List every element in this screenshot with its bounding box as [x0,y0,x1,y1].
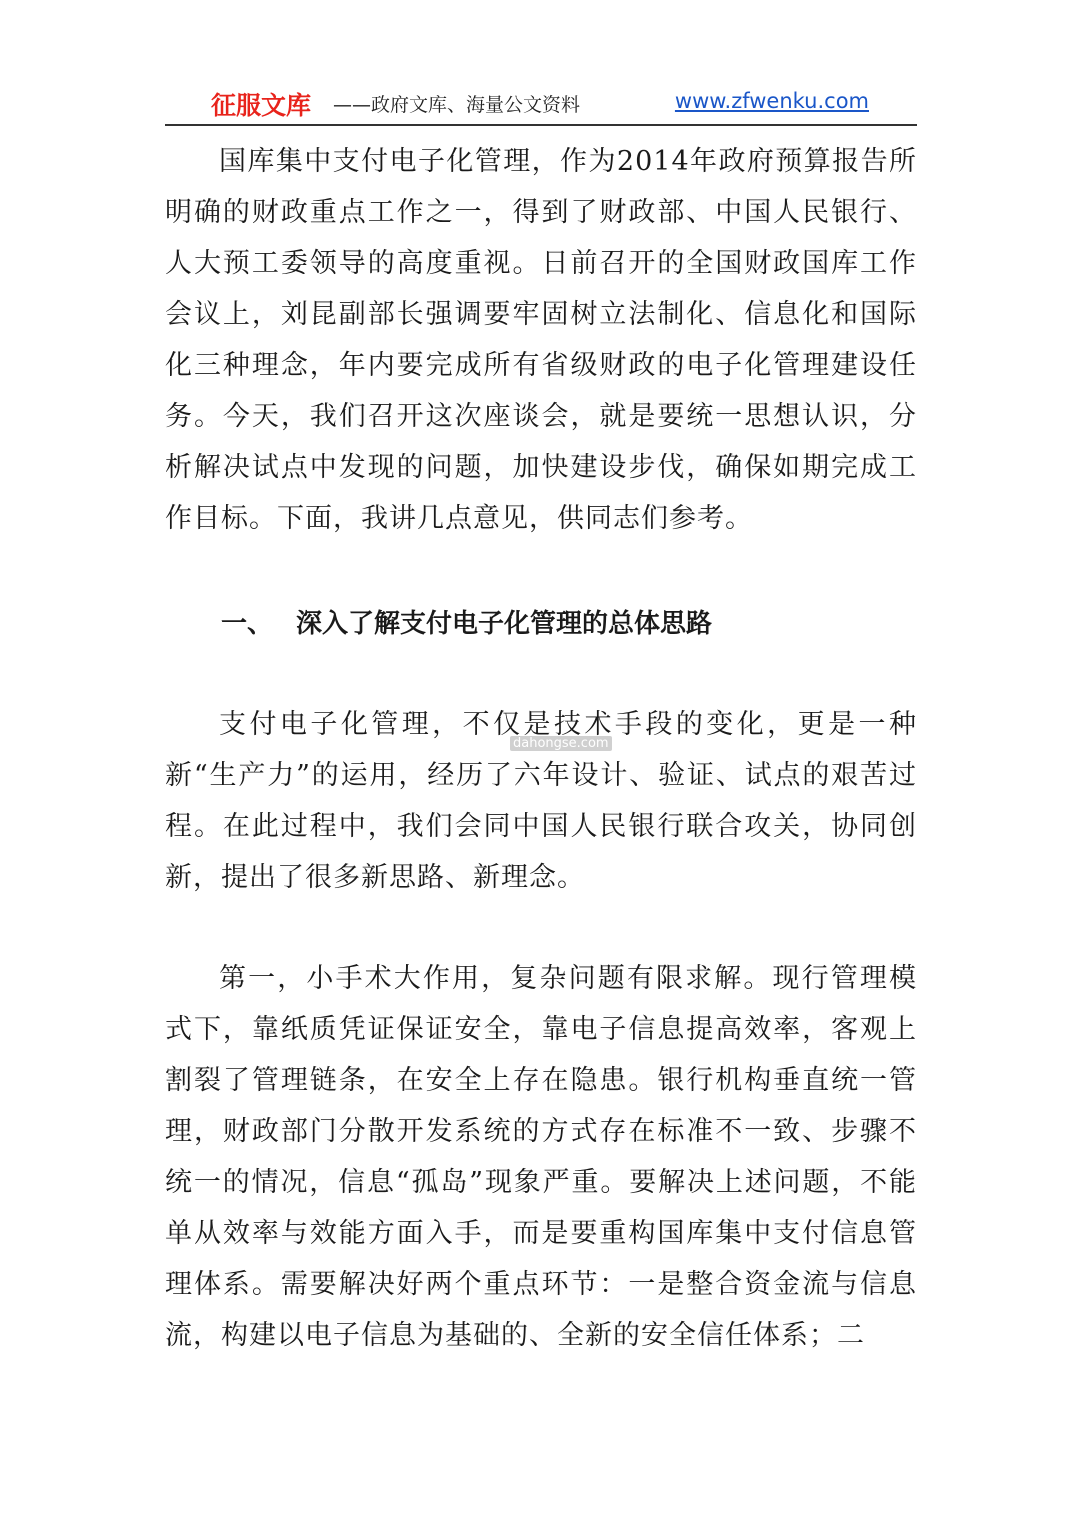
paragraph-intro: 国库集中支付电子化管理，作为2014年政府预算报告所明确的财政重点工作之一，得到了财政部、中国人民银行、人大预工委领导的高度重视。日前召开的全国财政国库工作会议上，刘昆副部长强调要牢固树立法制化、信息化和国际化三种理念，年内要完成所有省级财政的电子化管理建设任务。今天，我们召开这次座谈会，就是要统一思想认识，分析解决试点中发现的问题，加快建设步伐，确保如期完成工作目标。下面，我讲几点意见，供同志们参考。 [165,146,917,534]
header-tagline: ——政府文库、海量公文资料 [333,94,581,116]
paragraph-point-one: 第一，小手术大作用，复杂问题有限求解。现行管理模式下，靠纸质凭证保证安全，靠电子信息提高效率，客观上割裂了管理链条，在安全上存在隐患。银行机构垂直统一管理，财政部门分散开发系统的方式存在标准不一致、步骤不统一的情况，信息“孤岛”现象严重。要解决上述问题，不能单从效率与效能方面入手，而是要重构国库集中支付信息管理体系。需要解决好两个重点环节：一是整合资金流与信息流，构建以电子信息为基础的、全新的安全信任体系；二 [165,963,917,1351]
page-header [165,84,917,126]
section-heading-text: 深入了解支付电子化管理的总体思路 [296,609,713,639]
section-heading-number: 一、 [221,609,274,639]
paragraph-overview: 支付电子化管理，不仅是技术手段的变化，更是一种新“生产力”的运用，经历了六年设计、验证、试点的艰苦过程。在此过程中，我们会同中国人民银行联合攻关，协同创新，提出了很多新思路、新理念。 [165,709,917,893]
section-heading [165,599,917,649]
brand-logo-text: 征服文库 [211,91,312,120]
watermark-badge: dahongse.com [510,736,612,751]
site-link[interactable]: www.zfwenku.com [674,89,869,113]
